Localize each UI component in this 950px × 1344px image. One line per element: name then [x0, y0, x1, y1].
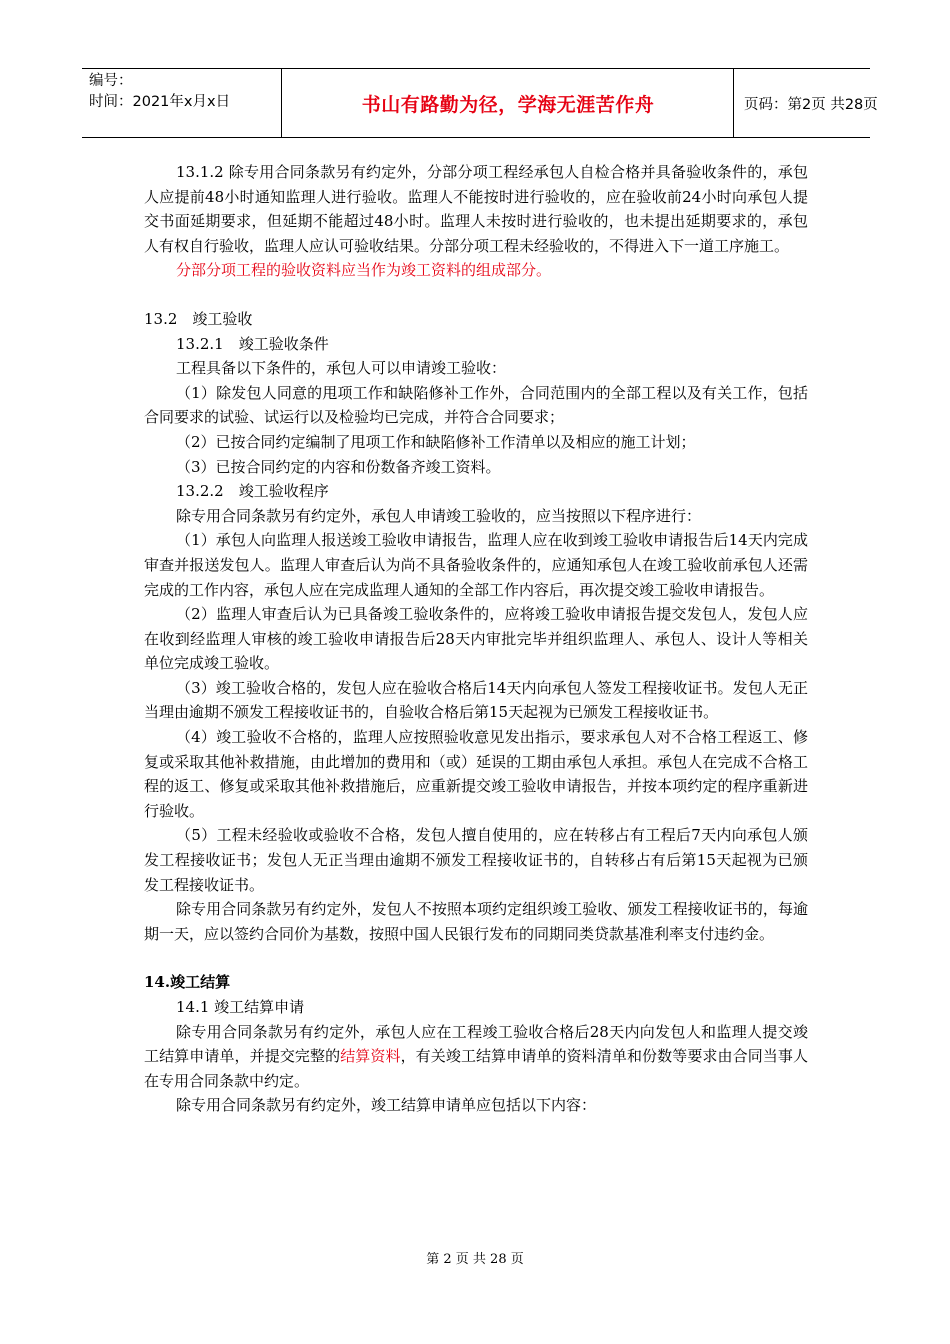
- heading-14-1: 14.1 竣工结算申请: [176, 998, 305, 1016]
- header-page-label: 页码：第2页 共28页: [744, 96, 878, 113]
- paragraph-13-1-2: 13.1.2 除专用合同条款另有约定外，分部分项工程经承包人自检合格并具备验收条件的，承包人应提前48小时通知监理人进行验收。监理人不能按时进行验收的，应在验收前24小时向承包人提交书面延期要求，但延期不能超过48小时。监理人未按时进行验收的，也未提出延期要求的，承包人有权自行验收，监理人应认可验收结果。分部分项工程未经验收的，不得进入下一道工序施工。: [144, 163, 808, 255]
- paragraph-procedure-3: （3）竣工验收合格的，发包人应在验收合格后14天内向承包人签发工程接收证书。发包人无正当理由逾期不颁发工程接收证书的，自验收合格后第15天起视为已颁发工程接收证书。: [144, 678, 808, 722]
- paragraph-settlement-contents: 除专用合同条款另有约定外，竣工结算申请单应包括以下内容：: [176, 1096, 597, 1115]
- page-header: [82, 68, 878, 138]
- heading-13-2-2: 13.2.2 竣工验收程序: [176, 482, 329, 501]
- heading-14: 14.竣工结算: [144, 973, 231, 992]
- paragraph-procedure-2: （2）监理人审查后认为已具备竣工验收条件的，应将竣工验收申请报告提交发包人，发包人应在收到经监理人审核的竣工验收申请报告后28天内审批完毕并组织监理人、承包人、设计人等相关单位完成竣工验收。: [144, 605, 808, 673]
- paragraph-condition-1: （1）除发包人同意的甩项工作和缺陷修补工作外，合同范围内的全部工程以及有关工作，包括合同要求的试验、试运行以及检验均已完成，并符合合同要求；: [144, 383, 808, 427]
- header-meta: [82, 69, 282, 137]
- heading-13-2-1: 13.2.1 竣工验收条件: [176, 334, 329, 353]
- number-label: 编号：: [89, 73, 133, 89]
- paragraph-penalty: 除专用合同条款另有约定外，发包人不按照本项约定组织竣工验收、颁发工程接收证书的，每逾期一天，应以签约合同价为基数，按照中国人民银行发布的同期同类贷款基准利率支付违约金。: [144, 900, 808, 943]
- page-footer: 第 2 页 共 28 页: [426, 1252, 524, 1267]
- settlement-text-b: ，有关竣工结算申请单的资料清单和份数等要求由合同当事人在专用合同条款中约定。: [144, 1047, 808, 1090]
- settlement-materials-link: 结算资料: [340, 1047, 401, 1066]
- paragraph-procedure-1: （1）承包人向监理人报送竣工验收申请报告，监理人应在收到竣工验收申请报告后14天内完成审查并报送发包人。监理人审查后认为尚不具备验收条件的，应通知承包人在竣工验收前承包人还需完成的工作内容，承包人应在完成监理人通知的全部工作内容后，再次提交竣工验收申请报告。: [144, 531, 808, 599]
- time-label: 时间：2021年x月x日: [89, 94, 231, 110]
- settlement-text-a: 除专用合同条款另有约定外，承包人应在工程竣工验收合格后28天内向发包人和监理人提交竣工结算申请单，并提交完整的: [144, 1022, 808, 1066]
- paragraph-condition-3: （3）已按合同约定的内容和份数备齐竣工资料。: [176, 457, 501, 476]
- paragraph-procedure-5: （5）工程未经验收或验收不合格，发包人擅自使用的，应在转移占有工程后7天内向承包人颁发工程接收证书；发包人无正当理由逾期不颁发工程接收证书的，自转移占有后第15天起视为已颁发工程接收证书。: [144, 826, 808, 894]
- paragraph-red-note: 分部分项工程的验收资料应当作为竣工资料的组成部分。: [176, 261, 552, 280]
- paragraph-procedure-4: （4）竣工验收不合格的，监理人应按照验收意见发出指示，要求承包人对不合格工程返工、修复或采取其他补救措施，由此增加的费用和（或）延误的工期由承包人承担。承包人在完成不合格工程的返工、修复或采取其他补救措施后，应重新提交竣工验收申请报告，并按本项约定的程序重新进行验收。: [144, 728, 808, 820]
- paragraph-procedure-intro: 除专用合同条款另有约定外，承包人申请竣工验收的，应当按照以下程序进行：: [176, 506, 702, 525]
- document-body: [144, 160, 808, 1118]
- paragraph-condition-2: （2）已按合同约定编制了甩项工作和缺陷修补工作清单以及相应的施工计划；: [176, 432, 696, 451]
- paragraph-conditions-intro: 工程具备以下条件的，承包人可以申请竣工验收：: [176, 359, 507, 378]
- heading-13-2: 13.2 竣工验收: [144, 309, 253, 328]
- paragraph-settlement-application: [144, 1020, 808, 1094]
- header-motto: 书山有路勤为径，学海无涯苦作舟: [283, 69, 734, 137]
